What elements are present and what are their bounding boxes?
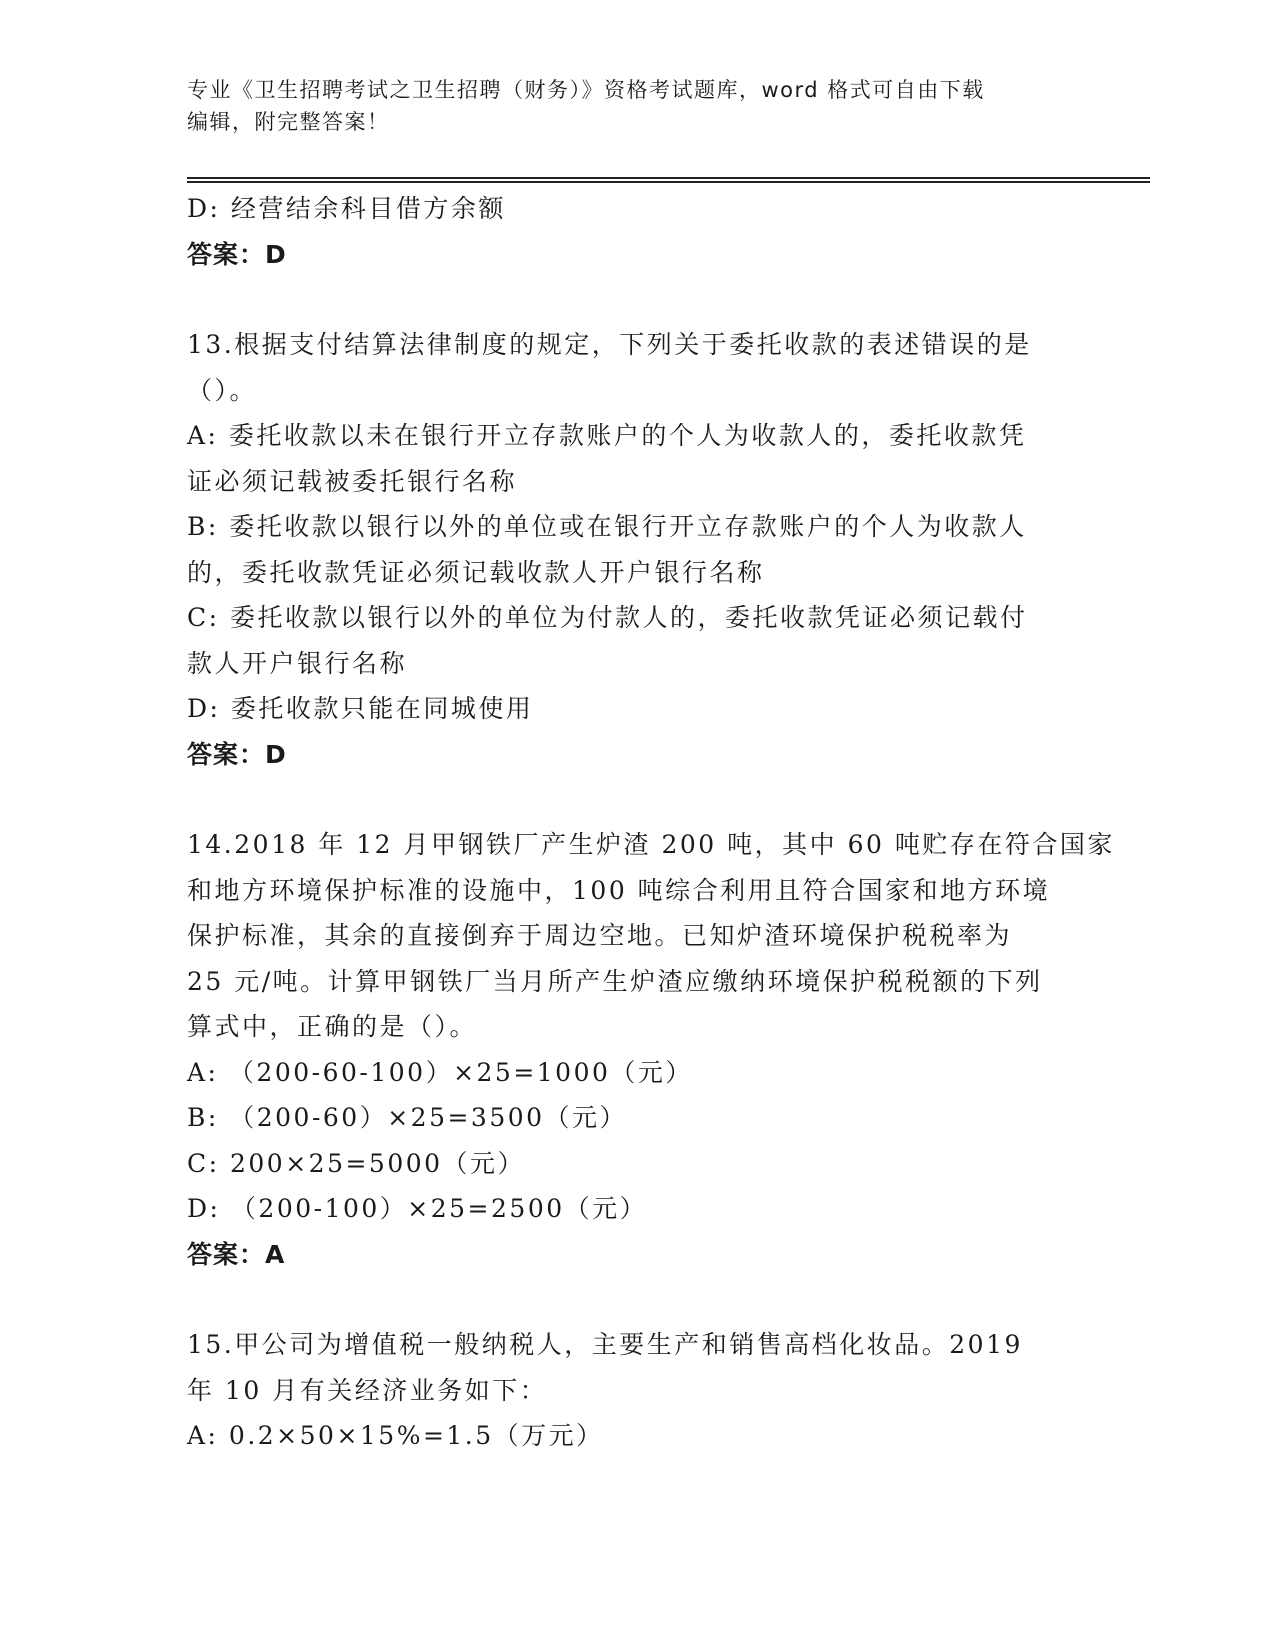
question-14 bbox=[187, 822, 1115, 1277]
header-divider-bottom bbox=[187, 181, 1150, 183]
question-stem: 13.根据支付结算法律制度的规定，下列关于委托收款的表述错误的是 bbox=[187, 330, 1032, 359]
option-c-continued: 款人开户银行名称 bbox=[187, 648, 408, 678]
option-d: D: 经营结余科目借方余额 bbox=[187, 194, 506, 223]
option-b: B: 委托收款以银行以外的单位或在银行开立存款账户的个人为收款人 bbox=[187, 512, 1027, 541]
option-d: D: 委托收款只能在同城使用 bbox=[187, 694, 534, 723]
spacer bbox=[187, 777, 1087, 822]
option-a: A: 委托收款以未在银行开立存款账户的个人为收款人的，委托收款凭 bbox=[187, 421, 1027, 450]
question-stem: 25 元/吨。计算甲钢铁厂当月所产生炉渣应缴纳环境保护税税额的下列 bbox=[187, 966, 1043, 996]
document-body bbox=[187, 186, 1115, 1459]
answer-line: 答案：A bbox=[187, 1239, 286, 1269]
question-stem: 保护标准，其余的直接倒弃于周边空地。已知炉渣环境保护税税率为 bbox=[187, 921, 1013, 950]
question-stem: 年 10 月有关经济业务如下： bbox=[187, 1375, 548, 1405]
spacer bbox=[187, 277, 1087, 322]
previous-question-tail bbox=[187, 186, 1087, 277]
header-line-2: 编辑，附完整答案！ bbox=[187, 110, 390, 134]
answer-line: 答案：D bbox=[187, 239, 287, 269]
option-a-continued: 证必须记载被委托银行名称 bbox=[187, 466, 518, 496]
header-divider-top bbox=[187, 177, 1150, 179]
header-line-1: 专业《卫生招聘考试之卫生招聘（财务）》资格考试题库，word 格式可自由下载 bbox=[187, 78, 985, 102]
option-a: A: （200-60-100）×25=1000（元） bbox=[187, 1057, 693, 1087]
question-stem: （）。 bbox=[187, 375, 258, 405]
question-stem: 15.甲公司为增值税一般纳税人，主要生产和销售高档化妆品。2019 bbox=[187, 1330, 1023, 1359]
option-b: B: （200-60）×25=3500（元） bbox=[187, 1103, 628, 1132]
document-header bbox=[187, 74, 1087, 138]
option-d: D: （200-100）×25=2500（元） bbox=[187, 1194, 648, 1223]
option-c: C: 200×25=5000（元） bbox=[187, 1148, 526, 1178]
question-stem: 14.2018 年 12 月甲钢铁厂产生炉渣 200 吨，其中 60 吨贮存在符合国家 bbox=[187, 830, 1115, 859]
option-a: A: 0.2×50×15%=1.5（万元） bbox=[187, 1421, 604, 1450]
answer-line: 答案：D bbox=[187, 739, 287, 769]
question-13 bbox=[187, 322, 1087, 777]
option-c: C: 委托收款以银行以外的单位为付款人的，委托收款凭证必须记载付 bbox=[187, 603, 1028, 632]
spacer bbox=[187, 1277, 1087, 1322]
question-stem: 算式中，正确的是（）。 bbox=[187, 1012, 478, 1041]
question-stem: 和地方环境保护标准的设施中，100 吨综合利用且符合国家和地方环境 bbox=[187, 875, 1051, 905]
option-b-continued: 的，委托收款凭证必须记载收款人开户银行名称 bbox=[187, 557, 765, 587]
question-15 bbox=[187, 1322, 1087, 1459]
